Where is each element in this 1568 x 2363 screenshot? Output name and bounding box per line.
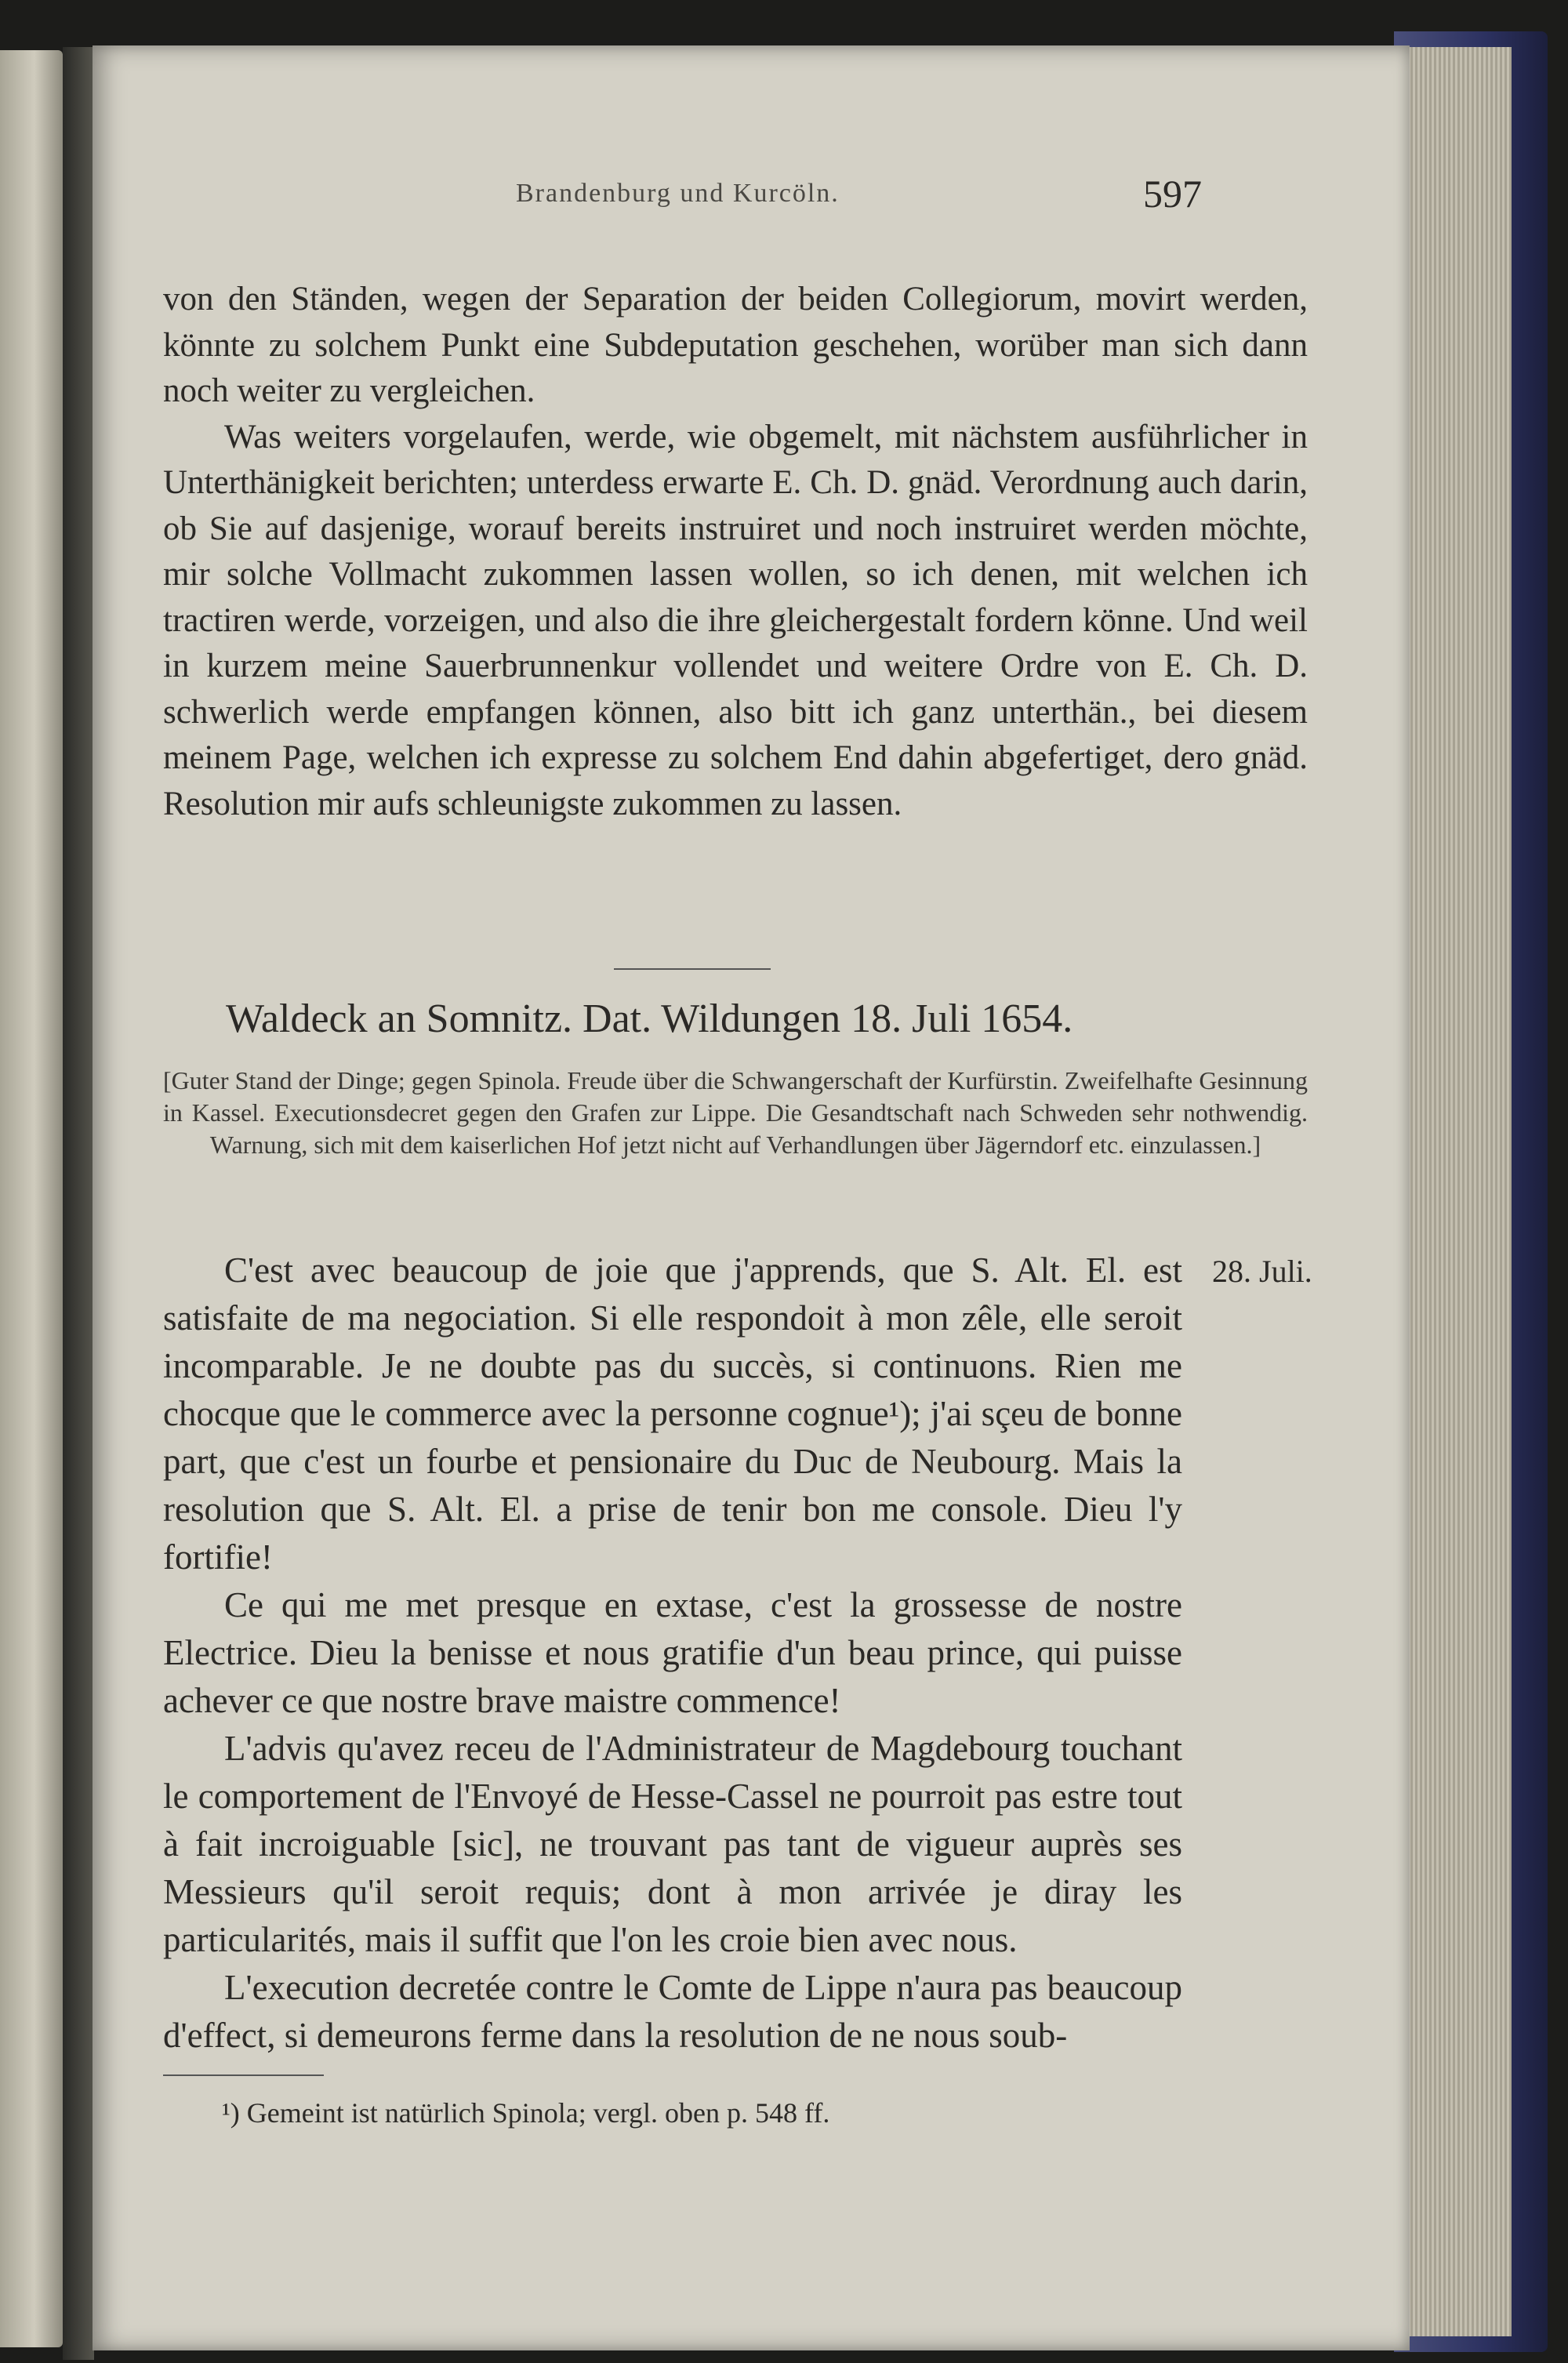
letter-paragraph-3: L'advis qu'avez receu de l'Administrateur de Magdebourg touchant le comportement de l'Envoyé de Hesse-Cassel ne pourroit pas estre tout à fait incroiguable [sic], ne trouvant pas tant de vigueur auprès ses Messieurs qu'il seroit requis; dont à mon arrivée je diray les particularités, mais il suffit que l'on les croie bien avec nous. [163,1729,1182,1959]
running-title: Brandenburg und Kurcöln. [516,179,840,208]
letter-paragraph-1: C'est avec beaucoup de joie que j'apprends, que S. Alt. El. est satisfaite de ma negociation. Si elle respondoit à mon zêle, elle seroit incomparable. Je ne doubte pas du succès, si continuons. Rien me chocque que le commerce avec la personne cognue¹); j'ai sçeu de bonne part, que c'est un fourbe et pensionaire du Duc de Neubourg. Mais la resolution que S. Alt. El. a prise de tenir bon me console. Dieu l'y fortifie! [163,1250,1182,1577]
footnote: ¹) Gemeint ist natürlich Spinola; vergl. oben p. 548 ff. [222,2097,830,2129]
margin-date: 28. Juli. [1212,1254,1312,1289]
page-number: 597 [1143,172,1202,216]
book-page [93,45,1410,2350]
section-divider [614,968,771,970]
paragraph-1: von den Ständen, wegen der Separation der beiden Collegiorum, movirt werden, könnte zu solchem Punkt eine Subdeputation geschehen, worüber man sich dann noch weiter zu vergleichen. [163,281,1308,409]
letter-paragraph-4: L'execution decretée contre le Comte de Lippe n'aura pas beaucoup d'effect, si demeurons ferme dans la resolution de ne nous soub- [163,1968,1182,2055]
page-header [93,171,1410,226]
document-title: Waldeck an Somnitz. Dat. Wildungen 18. Juli 1654. [226,996,1073,1041]
footnote-rule [163,2074,324,2076]
letter-text [163,1247,1182,2060]
paragraph-2: Was weiters vorgelaufen, werde, wie obgemelt, mit nächstem ausführlicher in Unterthänigkeit berichten; unterdess erwarte E. Ch. D. gnäd. Verordnung auch darin, ob Sie auf dasjenige, worauf bereits instruiret und noch instruiret werden möchte, mir solche Vollmacht zukommen lassen wollen, so ich denen, mit welchen ich tractiren werde, vorzeigen, und also die ihre gleichergestalt fordern könne. Und weil in kurzem meine Sauerbrunnenkur vollendet und weitere Ordre von E. Ch. D. schwerlich werde empfangen können, also bitt ich ganz unterthän., bei diesem meinem Page, welchen ich expresse zu solchem End dahin abgefertiget, dero gnäd. Resolution mir aufs schleunigste zukommen zu lassen. [163,418,1308,822]
left-page-edge [0,50,63,2347]
book-gutter [63,47,94,2360]
document-summary: [Guter Stand der Dinge; gegen Spinola. Freude über die Schwangerschaft der Kurfürstin. Zweifelhafte Gesinnung in Kassel. Executionsdecret gegen den Grafen zur Lippe. Die Gesandtschaft nach Schweden sehr nothwendig. Warnung, sich mit dem kaiserlichen Hof jetzt nicht auf Verhandlungen über Jägerndorf etc. einzulassen.] [163,1066,1308,1159]
body-text-part1 [163,277,1308,827]
letter-paragraph-2: Ce qui me met presque en extase, c'est la grossesse de nostre Electrice. Dieu la benisse et nous gratifie d'un beau prince, qui puisse achever ce que nostre brave maistre commence! [163,1585,1182,1720]
page-edges [1394,47,1512,2336]
